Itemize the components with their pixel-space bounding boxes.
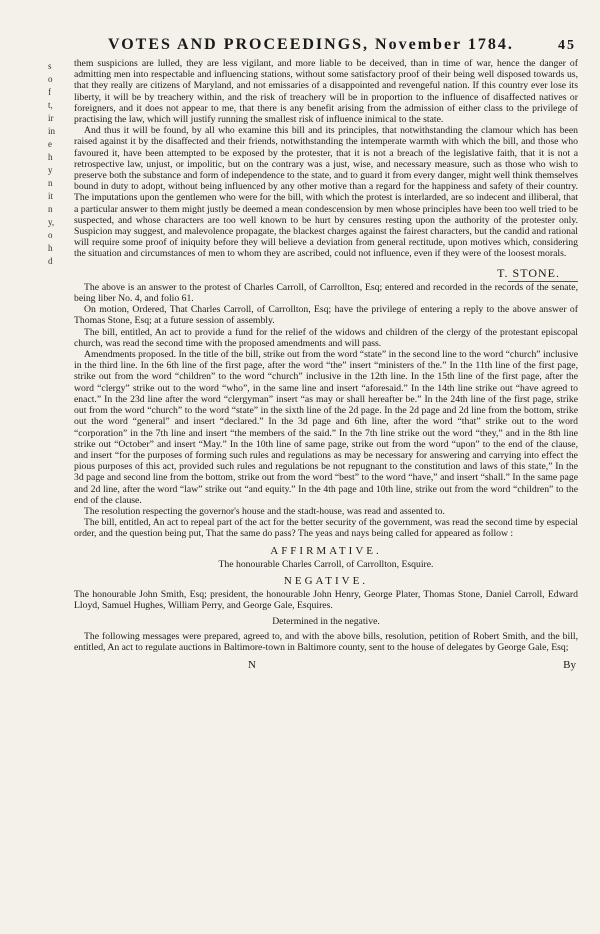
paragraph: The above is an answer to the protest of Charles Carroll, of Carrollton, Esq; entered and recorded in the records of the senate, being liber No. 4, and folio 61. xyxy=(74,281,578,305)
paragraph: And thus it will be found, by all who examine this bill and its principles, that notwithstanding the clamour which has been raised against it by the disaffected and their friends, notwithstanding the intemperate warmth with which the bill, and those who favoured it, have been attempted to be exposed by the protester, that it is not a breach of the legislative faith, that it is not a retrospective law, unjust, or impolitic, but on the contrary was a just, wise, and necessary measure, such as those who wish to preserve both the substance and form of independence to the state, and to guard it from every danger, might well think themselves bound in duty to adopt, without being influenced by any other motive than a regard for the happiness and safety of their country. The imputations upon the gentlemen who were for the bill, with which the protest is interlarded, are so indecent and illiberal, that a particular answer to them might justly be deemed a mean condescension by men whose principles have been too well tried to be suspected, and whose characters are too well known to be hurt by censures resting upon the authority of the protester only. Suspicion may suggest, and malevolence propagate, the blackest charges against the fairest characters, but the candid and rational will require some proof of iniquity before they will believe a deviation from general rectitude, upon motives which, considering the situation and circumstances of men to whom they are ascribed, could not influence, even if they were of the loosest morals. xyxy=(74,125,579,260)
signature: T. STONE. xyxy=(497,265,560,280)
signature-mark: N xyxy=(248,659,256,672)
paragraph: The bill, entitled, An act to provide a fund for the relief of the widows and children of the clergy of the protestant episcopal church, was read the second time with the proposed amendments and will pass. xyxy=(74,326,578,349)
negative-heading: NEGATIVE. xyxy=(283,574,369,587)
paragraph: The bill, entitled, An act to repeal part of the act for the better security of the government, was read the second time by especial order, and the question being put, That the same do pass? The yeas and nays being called for appeared as follow : xyxy=(74,517,578,540)
body-text xyxy=(74,58,578,653)
paragraph: Amendments proposed. In the title of the bill, strike out from the word “state” in the second line to the word “church” inclusive in the third line. In the 6th line of the first page, after the word “the” insert “ministers of the.” In the 11th line of the first page, strike out from the word “children” to the word “church” inclusive in the 12th line. In the 15th line of the first page, after the word “clergy” strike out to the word “who”, in the same line and insert “aforesaid.” In the 14th line strike out “have agreed to enact.” In the 23d line after the word “clergyman” insert “as may or shall hereafter be.” In the 24th line of the first page, strike out from the word “church” to the word “state” in the sixth line of the 2d page. In the 2d page and 2d line from the bottom, strike out the word “general” and insert “declared.” In the 3d page and 6th line, after the word “that” strike out to the word “corporation” in the 7th line and insert “the members of the said.” In the 7th line strike out the word “they,” and in the 8th line strike out “October” and insert “May.” In the 10th line of same page, strike out from the word “upon” to the end of the clause, and insert “for the purposes of forming such rules and regulations as may be necessary for answering and carrying into effect the pious purposes of this act, provided such rules and regulations be not repugnant to the constitution and laws of this state,” In the 3d page and second line from the bottom, strike out from the word “best” to the word “have,” and insert “shall.” In the same page and 2d line, after the word “law” strike out “and equity.” In the 4th page and 10th line, strike out from the word “children” to the end of the clause. xyxy=(74,349,578,506)
paragraph: The following messages were prepared, agreed to, and with the above bills, resolution, petition of Robert Smith, and the bill, entitled, An act to regulate auctions in Baltimore-town in Baltimore county, sent to the house of delegates by George Gale, Esq; xyxy=(74,630,578,653)
affirmative-heading: AFFIRMATIVE. xyxy=(270,544,382,557)
page-header xyxy=(48,36,588,54)
catchword: By xyxy=(563,659,576,672)
paragraph: them suspicions are lulled, they are less vigilant, and more liable to be deceived, than in time of war, hence the danger of admitting men into respectable and influencing stations, without some satisfactory proof of their being well disposed towards us, that they really are citizens of Maryland, and not emissaries of a disappointed and revengeful nation. If this country ever lose its liberty, it will be by treachery within, and the risk of treachery will be in proportion to the influence of disaffected natives or foreigners, and it does not appear to me, that there is any benefit arising from the admission of either class to the privilege of practising the law, which will justify running the smallest risk of influence inimical to the state. xyxy=(74,58,578,126)
paragraph: On motion, Ordered, That Charles Carroll, of Carrollton, Esq; have the privilege of entering a reply to the above answer of Thomas Stone, Esq; at a future session of assembly. xyxy=(74,304,578,327)
affirmative-names: The honourable Charles Carroll, of Carrollton, Esquire. xyxy=(218,558,434,570)
page-number: 45 xyxy=(558,38,576,53)
running-title: VOTES AND PROCEEDINGS, November 1784. xyxy=(108,36,514,53)
page-footer xyxy=(248,659,576,671)
left-margin-marks: s o f t, ir in e h y n it n y, o h d xyxy=(48,61,56,266)
negative-names: The honourable John Smith, Esq; president, the honourable John Henry, George Plater, Thomas Stone, Daniel Carroll, Edward Lloyd, Samuel Hughes, William Perry, and George Gale, Esquires. xyxy=(74,589,578,612)
paragraph: The resolution respecting the governor's house and the stadt-house, was read and assented to. xyxy=(84,505,445,517)
page xyxy=(48,0,588,934)
determined-line: Determined in the negative. xyxy=(272,615,380,627)
